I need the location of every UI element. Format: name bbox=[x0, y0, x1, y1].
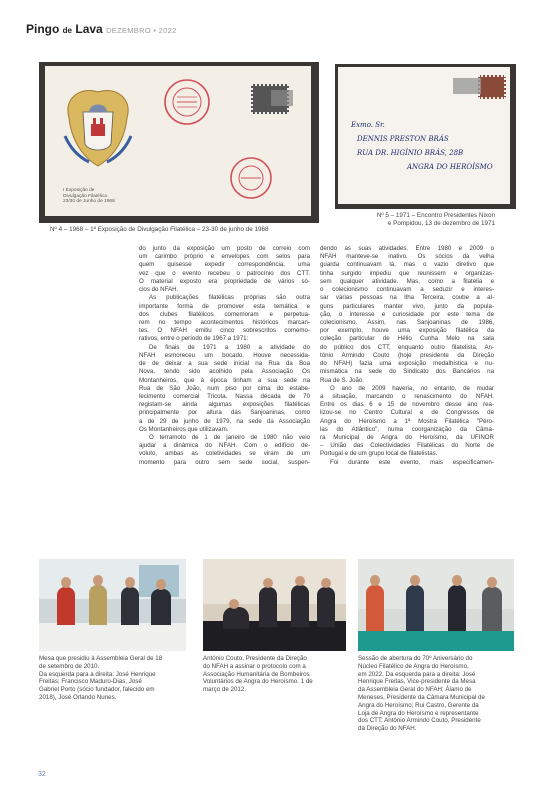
anniversary-session-photo bbox=[358, 559, 514, 651]
issue-date: DEZEMBRO • 2022 bbox=[106, 26, 177, 35]
paragraph: do junto da exposição um posto de correio com um carimbo próprio e envelopes com selos para quem quisesse expedir correspondência, uma vez que o evento recebeu o patrocínio dos CTT. O material exposto era propriedade de vários só- cios do NFAH. bbox=[139, 245, 310, 294]
magazine-title-particle: de bbox=[62, 26, 73, 35]
envelope-2-caption: Nº 5 – 1971 – Encontro Presidentes Nixon e Pompidou, 13 de dezembro de 1971 bbox=[376, 212, 495, 227]
magazine-title-end: Lava bbox=[75, 22, 103, 36]
page-number: 32 bbox=[38, 771, 46, 778]
paragraph: dendo as suas atividades. Entre 1980 e 2009 o NFAH manteve-se inativo. Os sócios da velha guarda continuavam lá, mas o vazio diretivo que tinha surgido impediu que reunissem e organizas- sem qualquer atividade. Mas, como a filatelia e o colecionismo continuavam a seduzir e interes- sar várias pessoas na Ilha Terceira, coube a al- guns particulares manter vivo, junto da popula- ção, o interesse e curiosidade por este tema de colecionismo. Assim, nas Sanjoaninas de 1986, por exemplo, houve uma exposição filatélica da coleção particular de Hélio Cunha Melo na sala do público dos CTT, enquanto outro filatelista, An- tónio Armindo Couto (hoje presidente da Direção do NFAH) fazia uma exposição medalhística e nu- mismática na sede do Sindicato dos Bancários na Rua de S. João. bbox=[320, 245, 494, 384]
protocol-photo-caption: António Couto, Presidente da Direção do NFAH a assinar o protocolo com a Associação Humanitária de Bombeiros Voluntários de Angra do Heroísmo. 1 de março de 2012. bbox=[203, 655, 313, 694]
envelope-inscription: I Exposição de Divulgação Filatélica 23/30 de Junho de 1968 bbox=[63, 188, 115, 205]
assembly-photo-caption: Mesa que presidiu à Assembleia Geral de 18 de setembro de 2010. Da esquerda para a direita: José Henrique Freitas; Francisco Maduro-Dias, José Gabriel Porto (sócio fundador, falecido em 2018), José Orlando Nunes. bbox=[39, 655, 163, 701]
paragraph: O terramoto de 1 de janeiro de 1980 não veio ajudar a dinâmica do NFAH. Com o edifício de- voluto, ambas as coletividades se viram de um momento para outro sem sede social, suspen- bbox=[139, 434, 310, 466]
article-column-1 bbox=[139, 245, 310, 467]
paragraph: De finais de 1971 a 1980 a atividade do NFAH esmoreceu um bocado. Houve necessida- de de deixar a sua sede inicial na Rua da Boa Nova, tendo sido acolhido pela Associação Os Montanheiros, que à época tinham a sua sede na Rua de São João, num piso por cima do estabe- lecimento comercial Tricota. Nassa década de 70 registam-se ainda algumas exposições filatélicas principalmente por altura das Sanjoaninas, como a de 29 de junho de 1979, na sede da Associação Os Montanheiros que utilizavam. bbox=[139, 343, 310, 433]
postmark-icon bbox=[227, 154, 275, 202]
paragraph: O ano de 2009 haveria, no entanto, de mudar a situação, marcando o renascimento do NFAH. Entre os dias 6 e 15 de novembro desse ano rea- lizou-se no Centro Cultural e de Congressos de Angra do Heroísmo a 1ª Mostra Filatélica "Péro- las do Atlântico", numa coorganização da Câma- ra Municipal de Angra do Heroísmo, da UFINOR – União das Colectividades Filatélicas do Norte de Portugal e de um grupo local de filatelistas. bbox=[320, 384, 494, 458]
handwritten-address: Exmo. Sr. DENNIS PRESTON BRÁS RUA DR. HIGÍNIO BRÁS, 28B ANGRA DO HEROÍSMO bbox=[351, 121, 493, 171]
coat-of-arms-icon bbox=[61, 78, 135, 170]
assembly-meeting-photo bbox=[39, 559, 186, 651]
article-column-2 bbox=[320, 245, 494, 467]
protocol-signing-photo bbox=[203, 559, 346, 651]
magazine-header bbox=[26, 22, 177, 36]
envelope-photo-1968 bbox=[39, 62, 319, 223]
anniversary-photo-caption: Sessão de abertura do 70º Aniversário do Núcleo Filatélico de Angra do Heroísmo, em 2022. Da esquerda para a direita: José Henrique Freitas, Vice-presidente da Mesa da Assembleia Geral do NFAH; Álamo de Meneses, Presidente da Câmara Municipal de Angra do Heroísmo; Rui Castro, Gerente da Loja de Angra do Heroísmo e representante dos CTT; António Armindo Couto, Presidente da Direção do NFAH. bbox=[358, 655, 485, 733]
postage-stamp-icon bbox=[478, 75, 506, 99]
paragraph: As publicações filatélicas próprias são outra importante forma de promover esta temática e dos clubes filatélicos comemoram e perpetua- rem no tempo acontecimentos históricos marcan- tes. O NFAH emitiu cinco sobrescritos comemo- rativos, entre o período de 1967 a 1971: bbox=[139, 294, 310, 343]
envelope-1-caption: Nº 4 – 1968 – 1ª Exposição de Divulgação Filatélica – 23-30 de junho de 1968 bbox=[50, 226, 269, 233]
magazine-title: Pingo bbox=[26, 22, 60, 36]
paragraph: Foi durante este evento, mais especificamen- bbox=[330, 458, 494, 466]
postmark-icon bbox=[161, 76, 213, 128]
envelope-photo-1971 bbox=[335, 64, 516, 209]
